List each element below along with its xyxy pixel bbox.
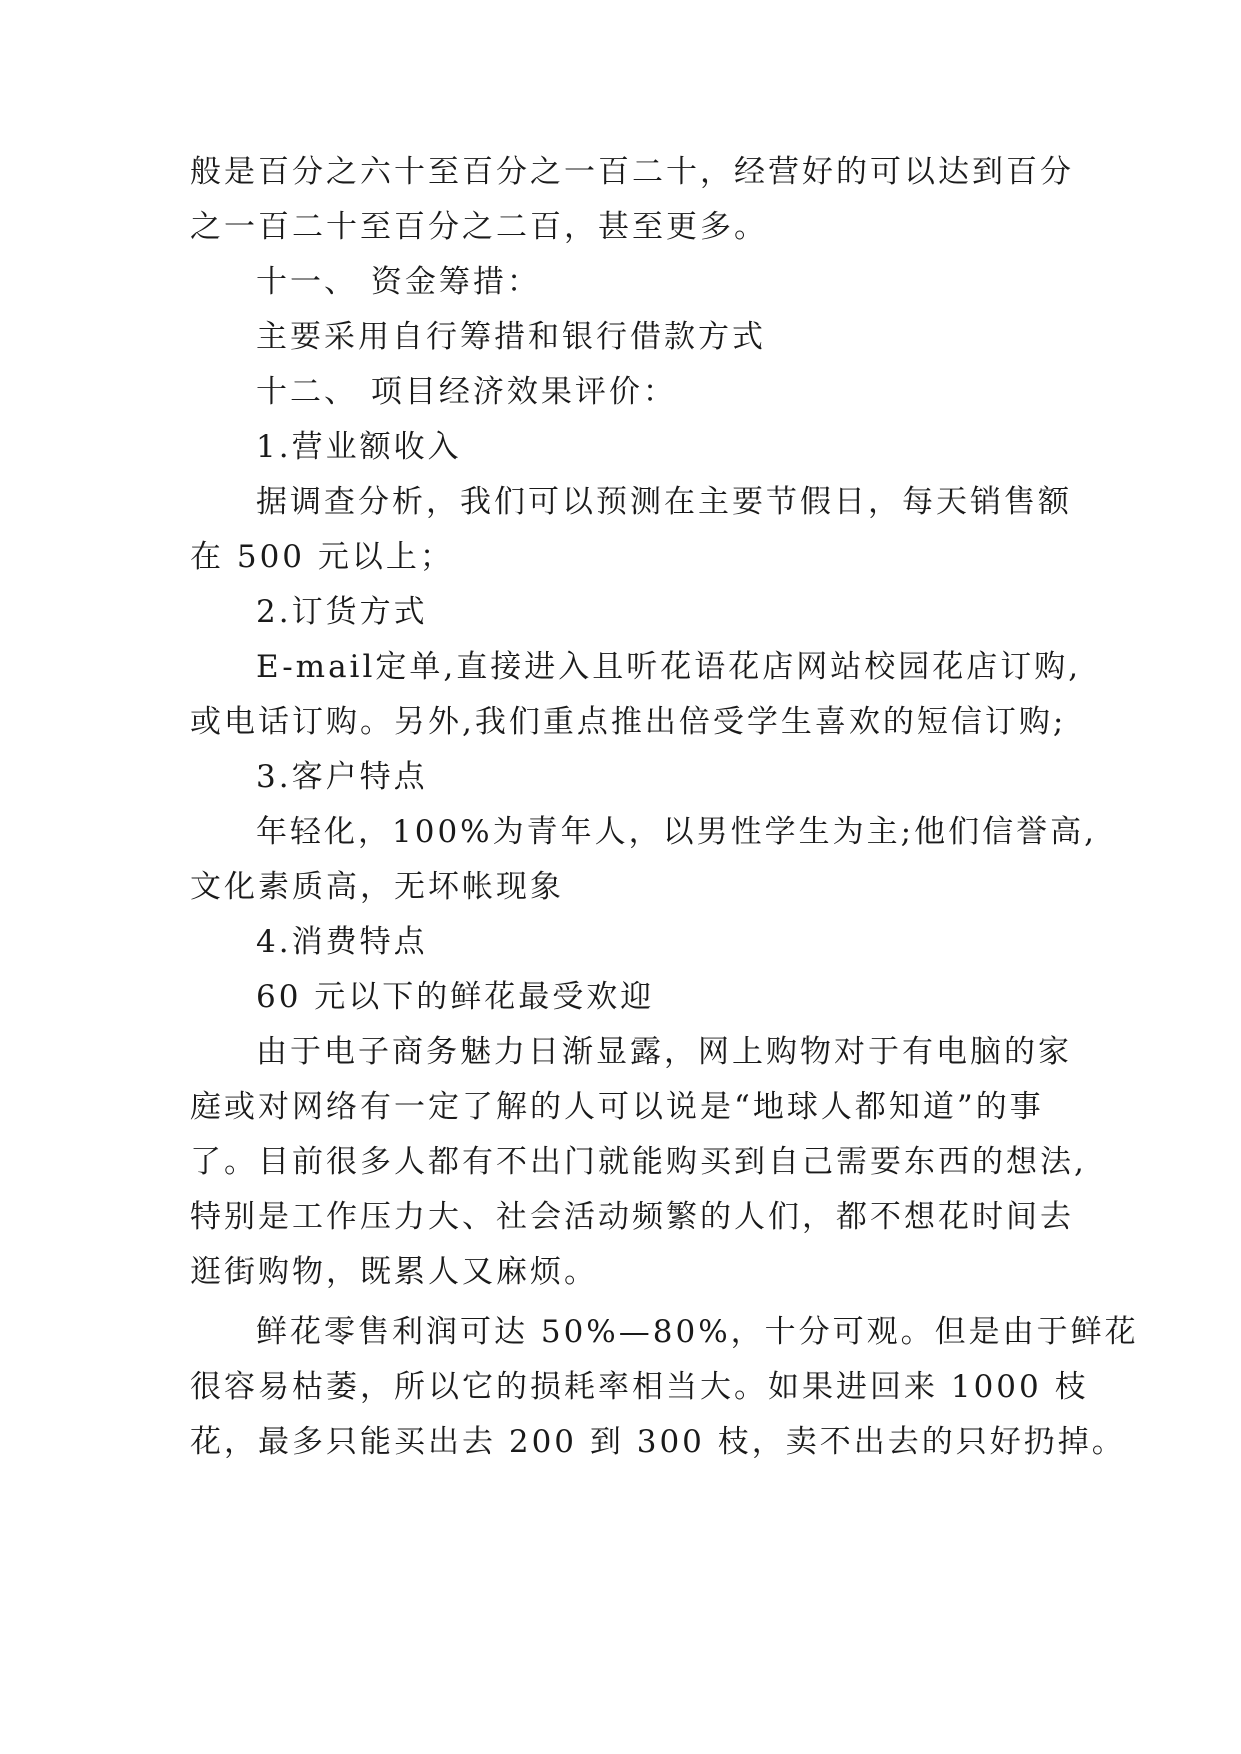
subheading-revenue: 1.营业额收入 xyxy=(256,429,462,465)
text-line-13: 年轻化，100%为青年人，以男性学生为主;他们信誉高, xyxy=(256,814,1097,850)
text-line-11: 或电话订购。另外,我们重点推出倍受学生喜欢的短信订购; xyxy=(190,704,1067,740)
text-line-18: 庭或对网络有一定了解的人可以说是“地球人都知道”的事 xyxy=(190,1089,1044,1125)
text-line-22: 鲜花零售利润可达 50%—80%，十分可观。但是由于鲜花 xyxy=(256,1314,1139,1350)
text-line-16: 60 元以下的鲜花最受欢迎 xyxy=(256,979,655,1015)
text-line-1: 般是百分之六十至百分之一百二十，经营好的可以达到百分 xyxy=(190,154,1074,190)
text-line-24: 花，最多只能买出去 200 到 300 枝，卖不出去的只好扔掉。 xyxy=(190,1424,1126,1460)
text-line-2: 之一百二十至百分之二百，甚至更多。 xyxy=(190,209,768,245)
text-line-7: 据调查分析，我们可以预测在主要节假日，每天销售额 xyxy=(256,484,1072,520)
text-line-20: 特别是工作压力大、社会活动频繁的人们，都不想花时间去 xyxy=(190,1199,1074,1235)
text-line-4: 主要采用自行筹措和银行借款方式 xyxy=(256,319,766,355)
section-heading-evaluation: 十二、 项目经济效果评价： xyxy=(256,374,677,410)
text-line-23: 很容易枯萎，所以它的损耗率相当大。如果进回来 1000 枝 xyxy=(190,1369,1089,1405)
text-line-10: E-mail定单,直接进入且听花语花店网站校园花店订购, xyxy=(256,649,1082,685)
text-line-14: 文化素质高，无坏帐现象 xyxy=(190,869,564,905)
subheading-customers: 3.客户特点 xyxy=(256,759,428,795)
text-line-19: 了。目前很多人都有不出门就能购买到自己需要东西的想法, xyxy=(190,1144,1087,1180)
text-line-8: 在 500 元以上； xyxy=(190,539,454,575)
subheading-ordering: 2.订货方式 xyxy=(256,594,428,630)
subheading-consumption: 4.消费特点 xyxy=(256,924,428,960)
text-line-21: 逛街购物，既累人又麻烦。 xyxy=(190,1254,598,1290)
text-line-17: 由于电子商务魅力日渐显露，网上购物对于有电脑的家 xyxy=(256,1034,1072,1070)
section-heading-funding: 十一、 资金筹措： xyxy=(256,264,541,300)
